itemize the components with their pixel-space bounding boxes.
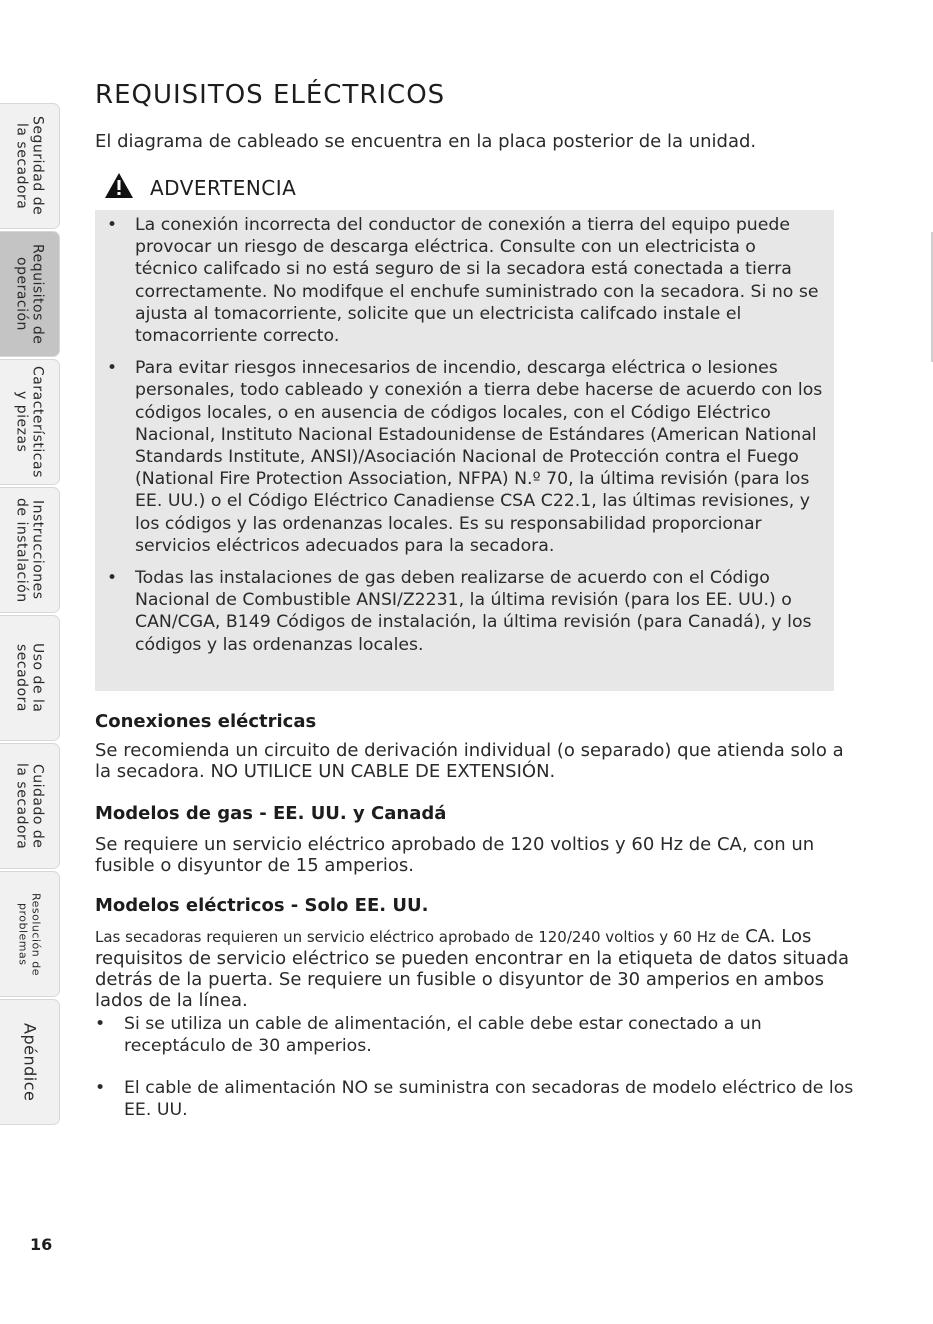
page-title: REQUISITOS ELÉCTRICOS: [95, 80, 446, 110]
side-tab-caracteristicas[interactable]: [0, 359, 60, 485]
side-tab-resolucion[interactable]: [0, 871, 60, 997]
side-tab-apendice[interactable]: [0, 999, 60, 1125]
section-conexiones: [95, 711, 865, 782]
side-tab-uso[interactable]: [0, 615, 60, 741]
section-text-rest: CA. Los requisitos de servicio eléctrico se pueden encontrar en la etiqueta de datos situada detrás de la puerta. Se requiere un fusible o disyuntor de 30 amperios en ambos lados de la línea.: [95, 926, 850, 1011]
side-tab-label: Seguridad de la secadora: [13, 116, 46, 216]
section-gas: [95, 803, 865, 876]
intro-text: El diagrama de cableado se encuentra en la placa posterior de la unidad.: [95, 131, 757, 152]
warning-item: • Todas las instalaciones de gas deben realizarse de acuerdo con el Código Nacional de Combustible ANSI/Z2231, la última revisión (para los EE. UU.) o CAN/CGA, B149 Códigos de instalación, la última revisión (para Canadá), y los códigos y las ordenanzas locales.: [107, 567, 824, 656]
warning-item: • Para evitar riesgos innecesarios de incendio, descarga eléctrica o lesiones personales, todo cableado y conexión a tierra debe hacerse de acuerdo con los códigos locales, o en ausencia de códigos locales, con el Código Eléctrico Nacional, Instituto Nacional Estadounidense de Estándares (American National Standards Institute, ANSI)/Asociación Nacional de Protección contra el Fuego (National Fire Protection Association, NFPA) N.º 70, la última revisión (para los EE. UU.) o el Código Eléctrico Canadiense CSA C22.1, las últimas revisiones, y los códigos y las ordenanzas locales. Es su responsabilidad proporcionar servicios eléctricos adecuados para la secadora.: [107, 357, 824, 557]
side-tab-requisitos[interactable]: [0, 231, 60, 357]
side-tab-cuidado[interactable]: [0, 743, 60, 869]
list-item: • El cable de alimentación NO se suministra con secadoras de modelo eléctrico de los EE. UU.: [95, 1077, 855, 1121]
side-tab-label: Características y piezas: [13, 366, 46, 478]
section-heading: Modelos de gas - EE. UU. y Canadá: [95, 803, 447, 824]
list-item: • Si se utiliza un cable de alimentación, el cable debe estar conectado a un receptáculo de 30 amperios.: [95, 1013, 855, 1057]
warning-item: • La conexión incorrecta del conductor de conexión a tierra del equipo puede provocar un riesgo de descarga eléctrica. Consulte con un electricista o técnico califcado si no está seguro de si la secadora está conectada a tierra correctamente. No modifque el enchufe suministrado con la secadora. Si no se ajusta al tomacorriente, solicite que un electricista califcado instale el tomacorriente correcto.: [107, 214, 824, 347]
section-text: Se requiere un servicio eléctrico aprobado de 120 voltios y 60 Hz de CA, con un fusible o disyuntor de 15 amperios.: [95, 834, 815, 876]
section-text: [95, 926, 865, 1011]
section-electricos: [95, 895, 865, 1011]
warning-header: [104, 172, 296, 203]
side-tabs: [0, 103, 60, 1127]
side-tab-label: Uso de la secadora: [13, 643, 46, 713]
warning-list: [107, 214, 824, 656]
page-number: 16: [30, 1235, 53, 1254]
warning-box: [95, 210, 834, 691]
side-tab-seguridad[interactable]: [0, 103, 60, 229]
side-tab-label: Apéndice: [20, 1022, 40, 1102]
section-text: Se recomienda un circuito de derivación individual (o separado) que atienda solo a la secadora. NO UTILICE UN CABLE DE EXTENSIÓN.: [95, 740, 844, 782]
side-tab-label: Instrucciones de instalación: [13, 497, 46, 603]
side-tab-label: Cuidado de la secadora: [13, 762, 46, 850]
side-tab-label: Requisitos de operación: [13, 243, 46, 345]
section-heading: Conexiones eléctricas: [95, 711, 317, 732]
side-tab-instrucciones[interactable]: [0, 487, 60, 613]
warning-title: ADVERTENCIA: [150, 175, 297, 200]
warning-triangle-icon: [104, 172, 134, 203]
electric-bullets: [95, 1013, 855, 1141]
side-tab-label: Resolución de problemas: [16, 892, 43, 976]
section-text-small: Las secadoras requieren un servicio eléctrico aprobado de 120/240 voltios y 60 Hz de: [95, 928, 740, 946]
section-heading: Modelos eléctricos - Solo EE. UU.: [95, 895, 429, 916]
